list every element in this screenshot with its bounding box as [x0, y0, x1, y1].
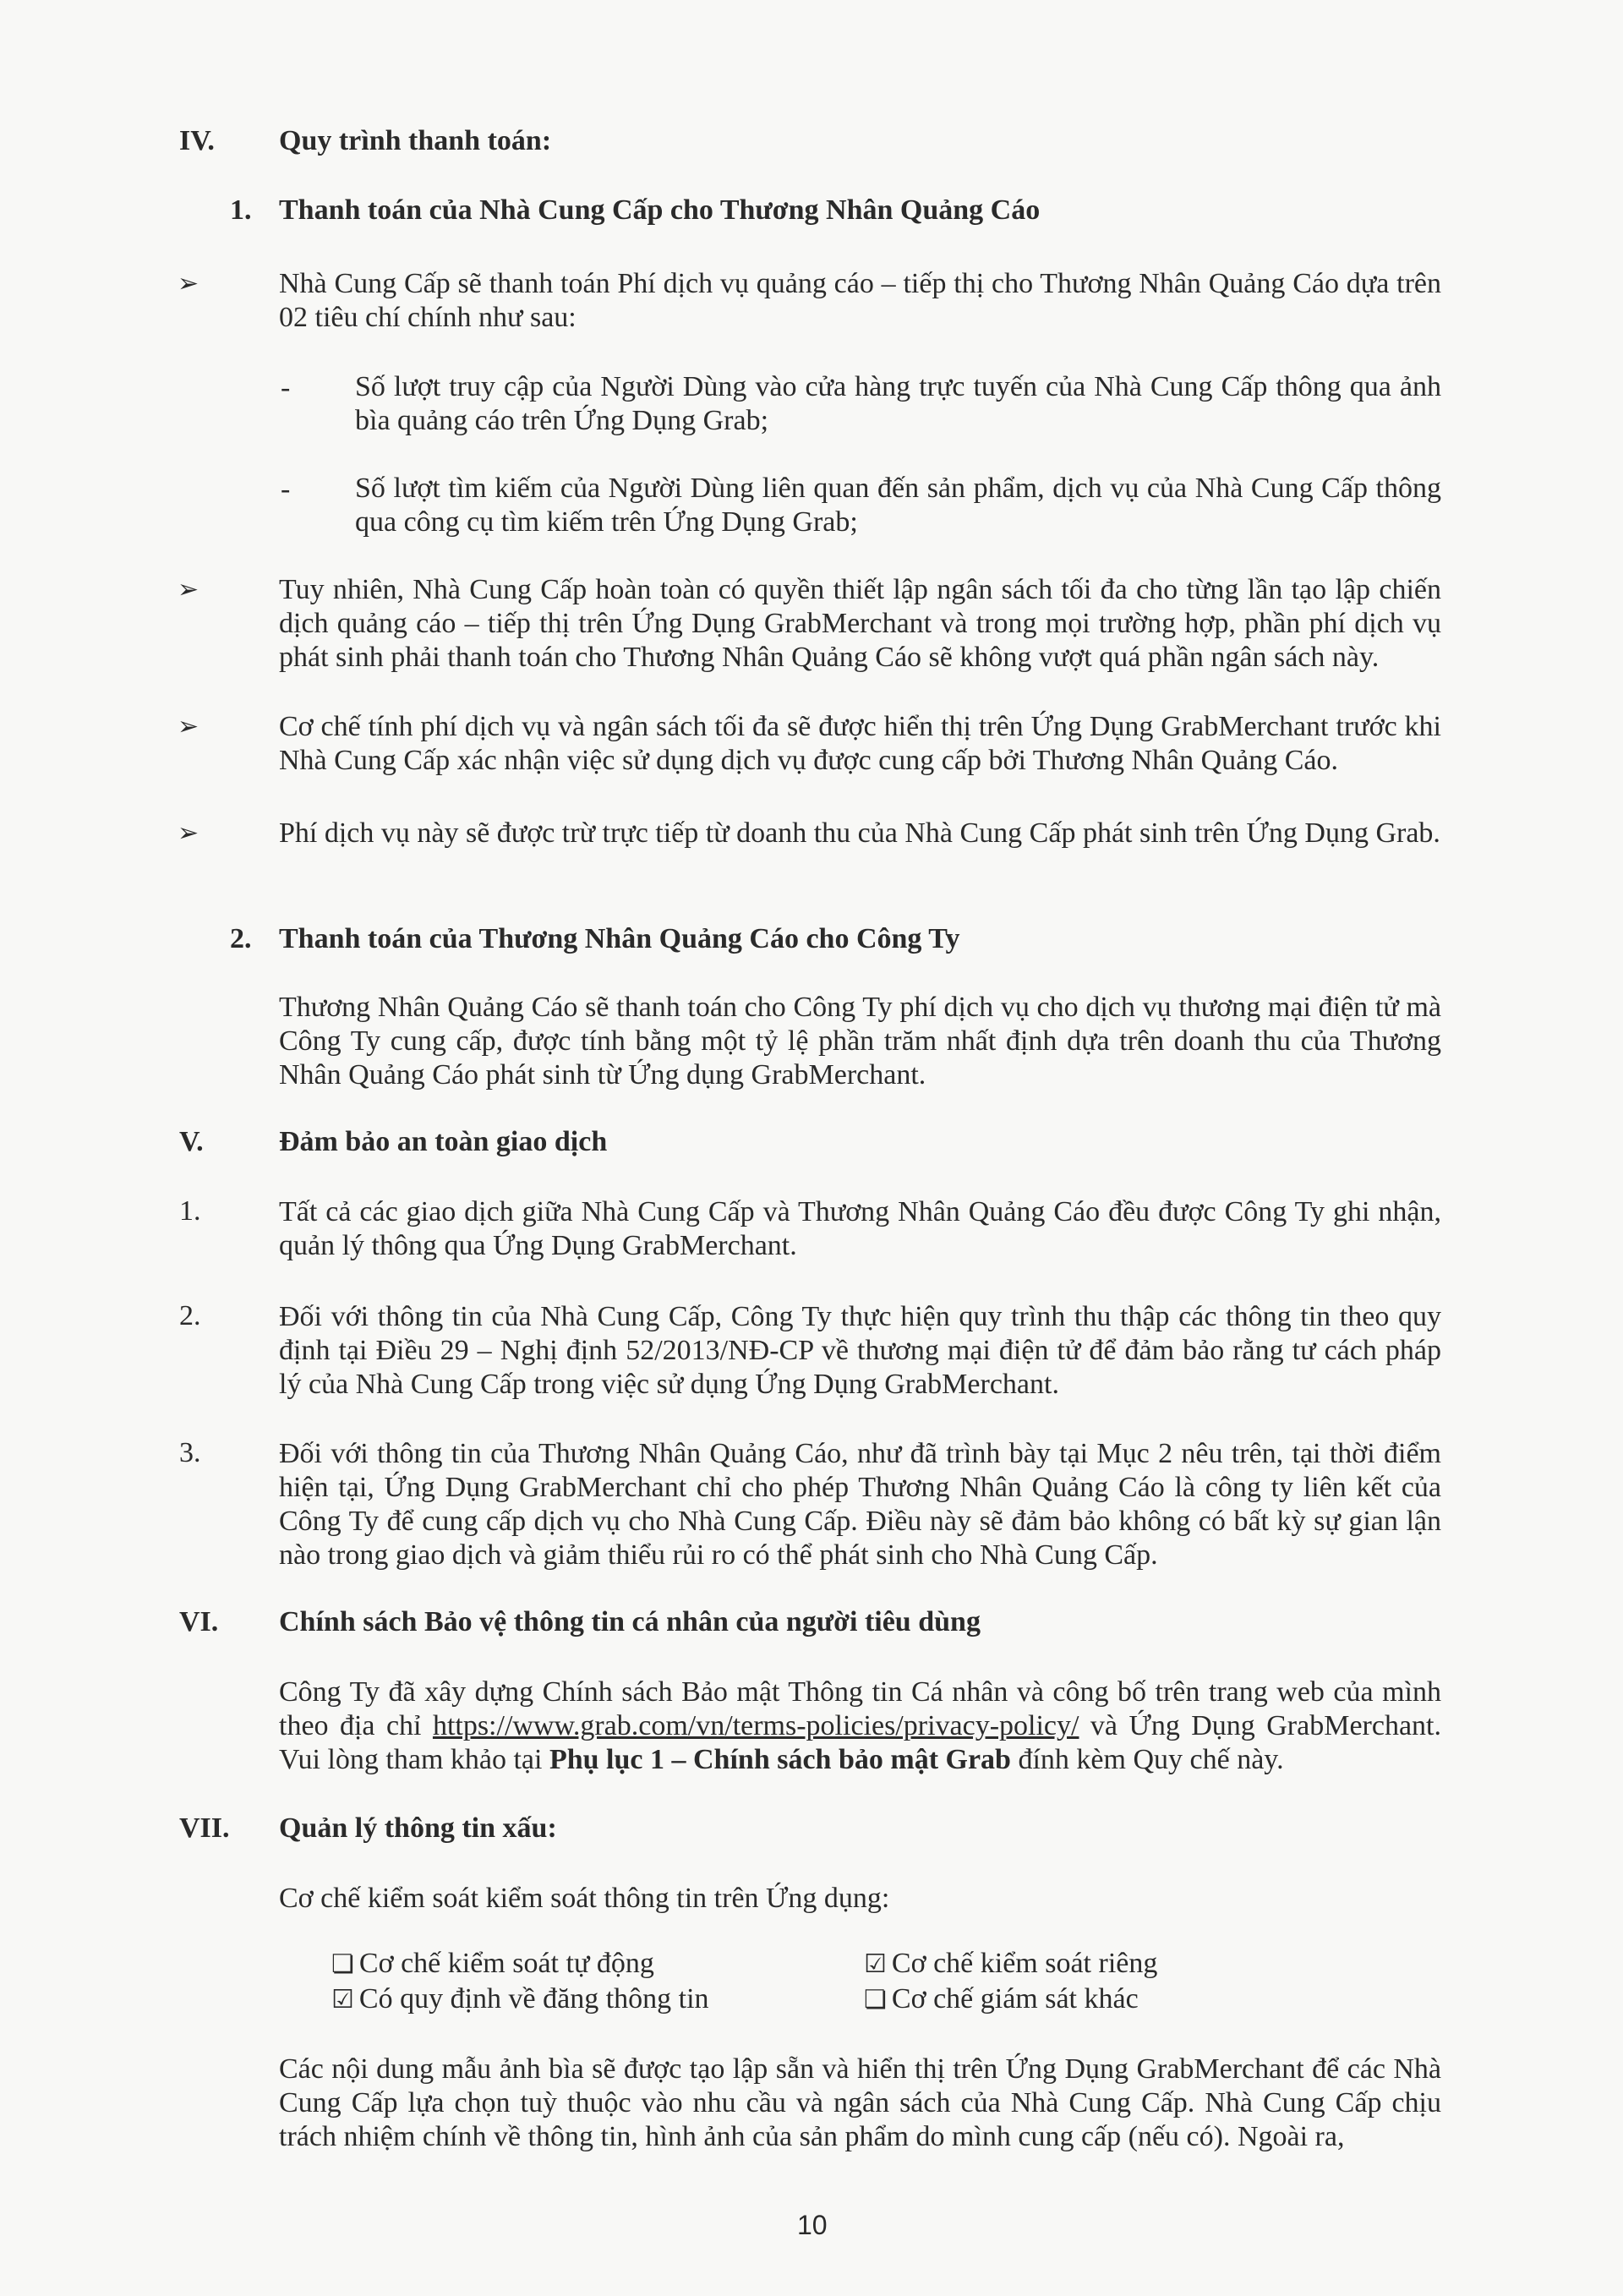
- dash-bullet: -: [281, 372, 291, 403]
- paragraph-transactions-recorded: Tất cả các giao dịch giữa Nhà Cung Cấp và Thương Nhân Quảng Cáo đều được Công Ty ghi nhận, quản lý thông qua Ứng Dụng GrabMerchant.: [279, 1196, 1441, 1261]
- section-iv-numeral: IV.: [179, 125, 215, 156]
- item-number: 1.: [179, 1195, 201, 1227]
- paragraph-advertiser-payment: Thương Nhân Quảng Cáo sẽ thanh toán cho Công Ty phí dịch vụ cho dịch vụ thương mại điện tử mà Công Ty cung cấp, được tính bằng một tỷ lệ phần trăm nhất định dựa trên doanh thu của Thương Nhân Quảng Cáo phát sinh từ Ứng dụng GrabMerchant.: [279, 992, 1441, 1091]
- arrow-bullet-icon: ➢: [178, 713, 199, 741]
- subsection-1-number: 1.: [230, 194, 252, 226]
- subsection-2-title: Thanh toán của Thương Nhân Quảng Cáo cho Công Ty: [279, 923, 960, 954]
- arrow-bullet-icon: ➢: [178, 270, 199, 298]
- section-vii-numeral: VII.: [179, 1812, 230, 1844]
- section-v-numeral: V.: [179, 1126, 204, 1157]
- checkbox-checked-icon: ☑: [864, 1949, 887, 1979]
- subsection-2-number: 2.: [230, 923, 252, 954]
- checkbox-item: [331, 1982, 709, 2018]
- criteria-item-searches: Số lượt tìm kiếm của Người Dùng liên quan đến sản phẩm, dịch vụ của Nhà Cung Cấp thông qua công cụ tìm kiếm trên Ứng Dụng Grab;: [355, 473, 1441, 538]
- paragraph-supplier-info: Đối với thông tin của Nhà Cung Cấp, Công Ty thực hiện quy trình thu thập các thông tin theo quy định tại Điều 29 – Nghị định 52/2013/NĐ-CP về thương mại điện tử để đảm bảo rằng tư cách pháp lý của Nhà Cung Cấp trong việc sử dụng Ứng Dụng GrabMerchant.: [279, 1301, 1441, 1400]
- checkbox-empty-icon: ❏: [331, 1949, 354, 1979]
- checkbox-item: [864, 1982, 1139, 2018]
- checkbox-label: Có quy định về đăng thông tin: [358, 1983, 709, 2014]
- item-number: 2.: [179, 1300, 201, 1331]
- section-v-title: Đảm bảo an toàn giao dịch: [279, 1126, 608, 1157]
- checkbox-item: [864, 1946, 1157, 1982]
- arrow-bullet-icon: ➢: [178, 576, 199, 604]
- subsection-1-title: Thanh toán của Nhà Cung Cấp cho Thương Nhân Quảng Cáo: [279, 194, 1041, 226]
- appendix-reference: Phụ lục 1 – Chính sách bảo mật Grab: [549, 1744, 1011, 1775]
- criteria-item-visits: Số lượt truy cập của Người Dùng vào cửa hàng trực tuyến của Nhà Cung Cấp thông qua ảnh bìa quảng cáo trên Ứng Dụng Grab;: [355, 371, 1441, 436]
- paragraph-fee-mechanism: Cơ chế tính phí dịch vụ và ngân sách tối đa sẽ được hiển thị trên Ứng Dụng GrabMerchant trước khi Nhà Cung Cấp xác nhận việc sử dụng dịch vụ được cung cấp bởi Thương Nhân Quảng Cáo.: [279, 711, 1441, 776]
- paragraph-payment-criteria: Nhà Cung Cấp sẽ thanh toán Phí dịch vụ quảng cáo – tiếp thị cho Thương Nhân Quảng Cáo dựa trên 02 tiêu chí chính như sau:: [279, 268, 1441, 333]
- section-vi-numeral: VI.: [179, 1606, 219, 1637]
- privacy-text-a: Công Ty đã xây dựng Chính sách Bảo mật Thông tin Cá nhân và công bố trên trang web của mình theo địa chỉ: [279, 1676, 1441, 1741]
- checkbox-label: Cơ chế kiểm soát tự động: [358, 1948, 654, 1979]
- checkbox-label: Cơ chế giám sát khác: [891, 1983, 1139, 2014]
- arrow-bullet-icon: ➢: [178, 819, 199, 847]
- checkbox-item: [331, 1946, 654, 1982]
- checkbox-checked-icon: ☑: [331, 1985, 354, 2014]
- item-number: 3.: [179, 1437, 201, 1468]
- section-vi-title: Chính sách Bảo vệ thông tin cá nhân của người tiêu dùng: [279, 1606, 981, 1637]
- section-iv-title: Quy trình thanh toán:: [279, 125, 552, 156]
- paragraph-advertiser-info: Đối với thông tin của Thương Nhân Quảng Cáo, như đã trình bày tại Mục 2 nêu trên, tại thời điểm hiện tại, Ứng Dụng GrabMerchant chỉ cho phép Thương Nhân Quảng Cáo là công ty liên kết của Công Ty để cung cấp dịch vụ cho Nhà Cung Cấp. Điều này sẽ đảm bảo không có bất kỳ sự gian lận nào trong giao dịch và giảm thiểu rủi ro có thể phát sinh cho Nhà Cung Cấp.: [279, 1438, 1441, 1571]
- privacy-text-b: và Ứng Dụng GrabMerchant. Vui lòng tham khảo tại: [279, 1710, 1441, 1775]
- dash-bullet: -: [281, 473, 291, 505]
- paragraph-fee-deduction: Phí dịch vụ này sẽ được trừ trực tiếp từ doanh thu của Nhà Cung Cấp phát sinh trên Ứng Dụng Grab.: [279, 817, 1440, 849]
- checkbox-empty-icon: ❏: [864, 1985, 887, 2014]
- paragraph-cover-templates: Các nội dung mẫu ảnh bìa sẽ được tạo lập sẵn và hiển thị trên Ứng Dụng GrabMerchant để các Nhà Cung Cấp lựa chọn tuỳ thuộc vào nhu cầu và ngân sách của Nhà Cung Cấp. Nhà Cung Cấp chịu trách nhiệm chính về thông tin, hình ảnh của sản phẩm do mình cung cấp (nếu có). Ngoài ra,: [279, 2053, 1441, 2152]
- paragraph-budget: Tuy nhiên, Nhà Cung Cấp hoàn toàn có quyền thiết lập ngân sách tối đa cho từng lần tạo lập chiến dịch quảng cáo – tiếp thị trên Ứng Dụng GrabMerchant và trong mọi trường hợp, phần phí dịch vụ phát sinh phải thanh toán cho Thương Nhân Quảng Cáo sẽ không vượt quá phần ngân sách này.: [279, 574, 1441, 673]
- section-vii-title: Quản lý thông tin xấu:: [279, 1812, 557, 1844]
- page-number: 10: [797, 2210, 828, 2240]
- privacy-policy-link[interactable]: https://www.grab.com/vn/terms-policies/privacy-policy/: [432, 1710, 1079, 1741]
- paragraph-privacy-policy: [279, 1676, 1441, 1777]
- privacy-text-c: đính kèm Quy chế này.: [1010, 1744, 1284, 1775]
- paragraph-control-intro: Cơ chế kiểm soát kiểm soát thông tin trên Ứng dụng:: [279, 1883, 890, 1914]
- checkbox-label: Cơ chế kiểm soát riêng: [891, 1948, 1158, 1979]
